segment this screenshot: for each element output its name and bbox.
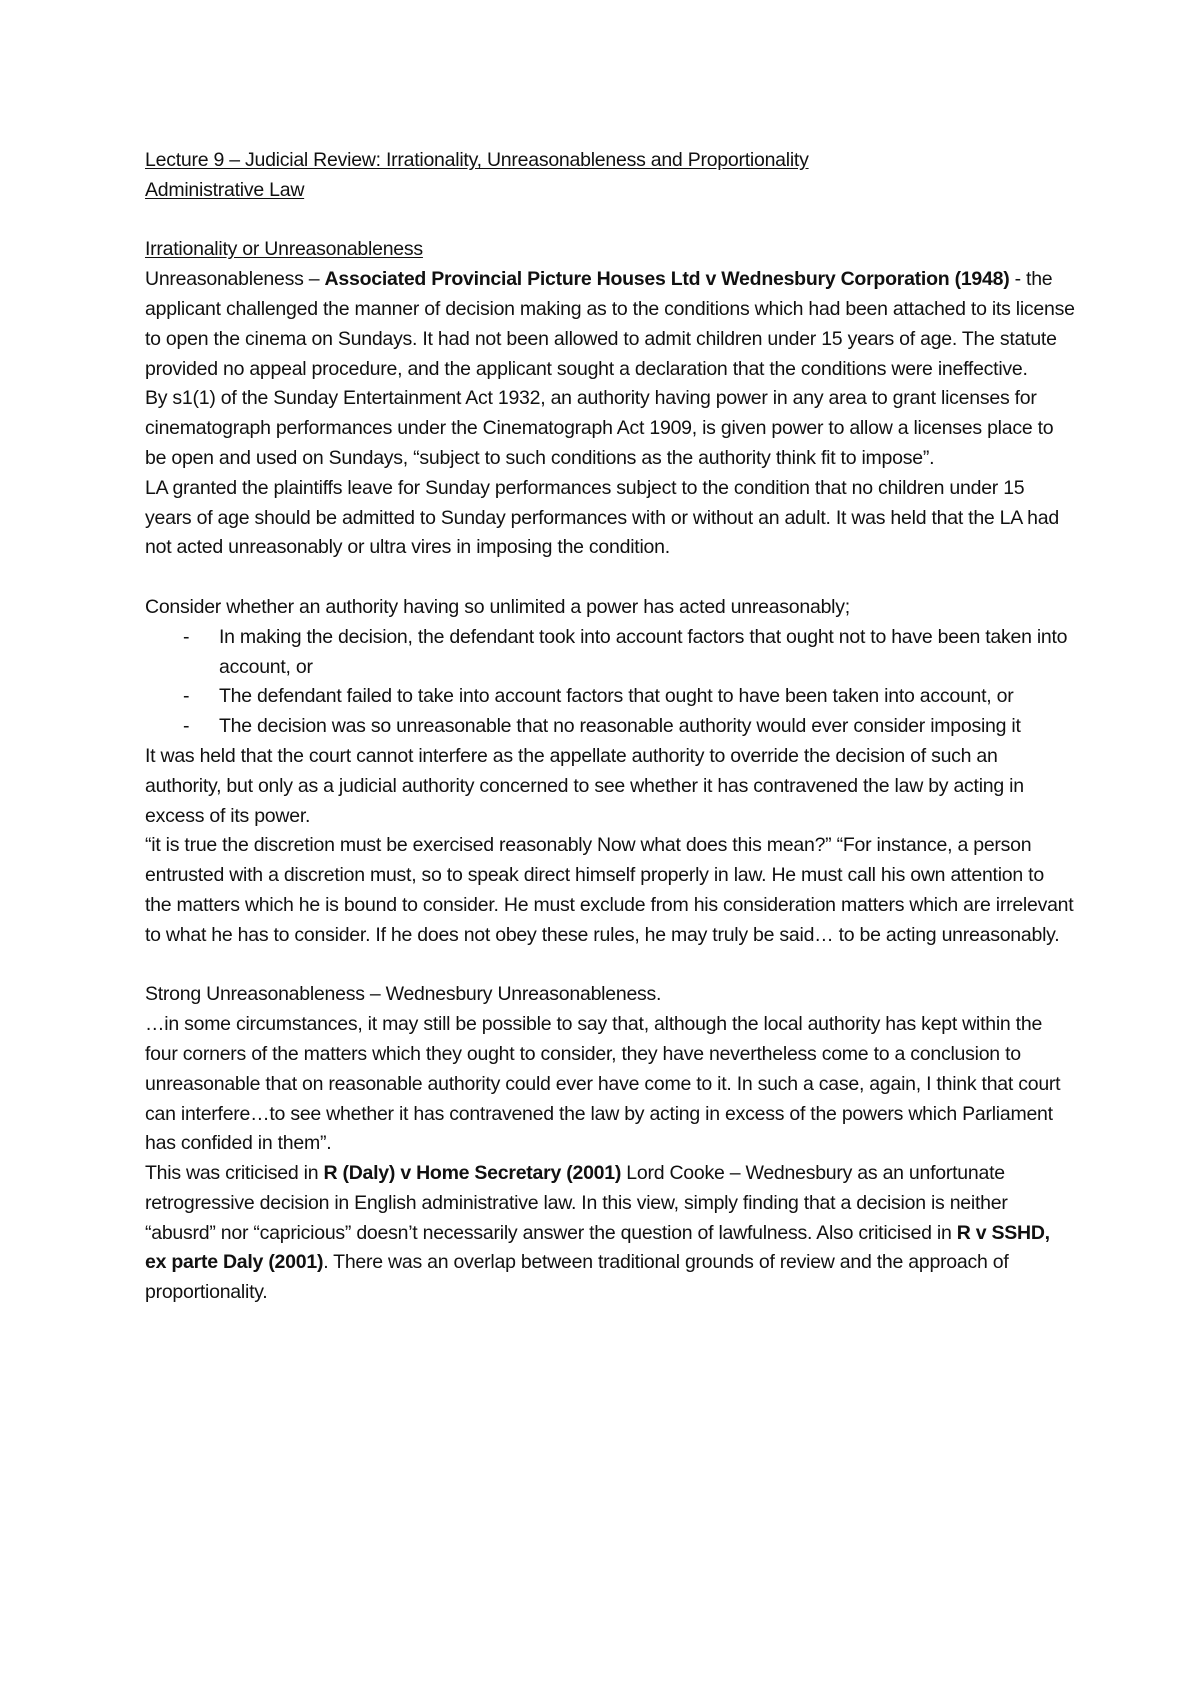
quotation-paragraph: “it is true the discretion must be exercised reasonably Now what does this mean?” “For instance, a person entrusted with a discretion must, so to speak direct himself properly in law. He must call his own attention to the matters which he is bound to consider. He must exclude from his consideration matters which are irrelevant to what he has to consider. If he does not obey these rules, he may truly be said… to be acting unreasonably. xyxy=(145,834,1074,946)
paragraph-text: This was criticised in xyxy=(145,1162,324,1185)
list-item-text: The defendant failed to take into account factors that ought to have been taken into account, or xyxy=(219,685,1014,708)
list-item-text: In making the decision, the defendant took into account factors that ought not to have been taken into account, or xyxy=(219,625,1068,678)
section-heading-strong-unreasonableness: Strong Unreasonableness – Wednesbury Unreasonableness. xyxy=(145,983,662,1006)
list-item xyxy=(145,682,1075,712)
spacer xyxy=(145,563,1075,593)
document-page xyxy=(145,146,1075,1308)
spacer xyxy=(145,206,1075,236)
paragraph-text: - the applicant challenged the manner of decision making as to the conditions which had been attached to its license to open the cinema on Sundays. It had not been allowed to admit children under 15 years of age. The statute provided no appeal procedure, and the applicant sought a declaration that the conditions were ineffective. xyxy=(145,268,1075,380)
paragraph-text: . There was an overlap between traditional grounds of review and the approach of proportionality. xyxy=(145,1251,1009,1304)
case-name-daly: R (Daly) v Home Secretary (2001) xyxy=(323,1162,622,1185)
lecture-title: Lecture 9 – Judicial Review: Irrationality, Unreasonableness and Proportionality xyxy=(145,149,809,171)
list-item xyxy=(145,623,1075,683)
factors-list xyxy=(145,623,1075,742)
section-heading-irrationality: Irrationality or Unreasonableness xyxy=(145,238,423,261)
paragraph-lead: Unreasonableness – xyxy=(145,268,325,291)
list-item xyxy=(145,712,1075,742)
paragraph-text: Lord Cooke – Wednesbury as an unfortunate retrogressive decision in English administrative law. In this view, simply finding that a decision is neither “abusrd” nor “capricious” doesn’t necessarily answer the question of lawfulness. Also criticised in xyxy=(145,1162,1008,1244)
dash-bullet: - xyxy=(183,715,190,738)
wednesbury-case-paragraph xyxy=(145,265,1075,384)
case-name-sshd-daly: R v SSHD, ex parte Daly (2001) xyxy=(145,1221,1050,1274)
case-name-wednesbury: Associated Provincial Picture Houses Ltd v Wednesbury Corporation (1948) xyxy=(324,268,1010,291)
dash-bullet: - xyxy=(183,625,190,648)
strong-unreasonableness-quote: …in some circumstances, it may still be possible to say that, although the local authority has kept within the four corners of the matters which they ought to consider, they have nevertheless come to a conclusion to unreasonable that on reasonable authority could ever have come to it. In such a case, again, I think that court can interfere…to see whether it has contravened the law by acting in excess of the powers which Parliament has confided in them”. xyxy=(145,1013,1061,1155)
criticism-paragraph xyxy=(145,1159,1075,1308)
spacer xyxy=(145,951,1075,981)
holding-paragraph: LA granted the plaintiffs leave for Sunday performances subject to the condition that no children under 15 years of age should be admitted to Sunday performances with or without an adult. It was held that the LA had not acted unreasonably or ultra vires in imposing the condition. xyxy=(145,476,1059,559)
court-holding-paragraph: It was held that the court cannot interfere as the appellate authority to override the decision of such an authority, but only as a judicial authority concerned to see whether it has contravened the law by acting in excess of its power. xyxy=(145,744,1024,827)
list-item-text: The decision was so unreasonable that no reasonable authority would ever consider imposing it xyxy=(219,715,1021,738)
course-subtitle: Administrative Law xyxy=(145,178,305,201)
consider-intro: Consider whether an authority having so unlimited a power has acted unreasonably; xyxy=(145,595,850,618)
dash-bullet: - xyxy=(183,685,190,708)
statute-paragraph: By s1(1) of the Sunday Entertainment Act 1932, an authority having power in any area to grant licenses for cinematograph performances under the Cinematograph Act 1909, is given power to allow a licenses place to be open and used on Sundays, “subject to such conditions as the authority think fit to impose”. xyxy=(145,387,1054,469)
